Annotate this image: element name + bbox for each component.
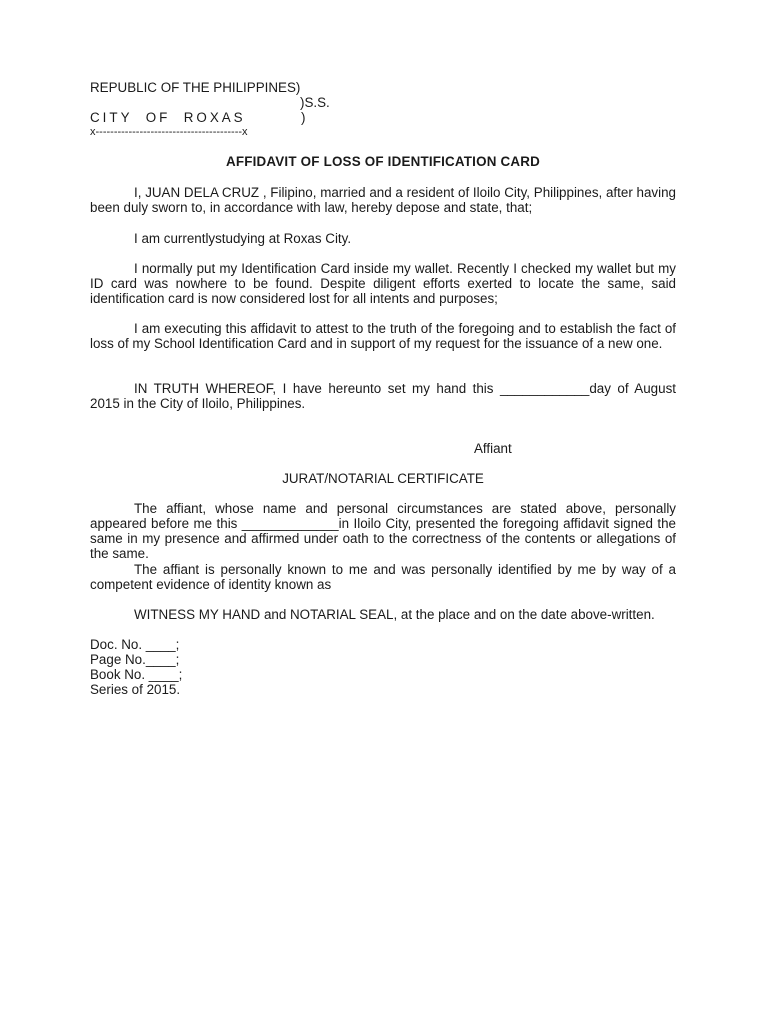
paragraph-purpose: I am executing this affidavit to attest to the truth of the foregoing and to establish the fact of loss of my School Identification Card and in support of my request for the issuance of a new one. xyxy=(90,321,676,351)
paragraph-identity: I, JUAN DELA CRUZ , Filipino, married and a resident of Iloilo City, Philippines, after having been duly sworn to, in accordance with law, hereby depose and state, that; xyxy=(90,185,676,215)
book-number: Book No. ____; xyxy=(90,667,183,682)
jurat-paragraph-identity: The affiant is personally known to me and was personally identified by me by way of a competent evidence of identity known as xyxy=(90,562,676,592)
jurat-paragraph-appearance: The affiant, whose name and personal circumstances are stated above, personally appeared before me this _____________in Iloilo City, presented the foregoing affidavit signed the same in my presence and affirmed under oath to the correctness of the contents or allegations of the same. xyxy=(90,501,676,561)
page-number: Page No.____; xyxy=(90,652,180,667)
series-year: Series of 2015. xyxy=(90,682,181,697)
venue-ss: )S.S. xyxy=(300,95,330,110)
jurat-title: JURAT/NOTARIAL CERTIFICATE xyxy=(282,471,484,486)
paragraph-loss-details: I normally put my Identification Card inside my wallet. Recently I checked my wallet but my ID card was nowhere to be found. Despite diligent efforts exerted to locate the same, said identification card is now considered lost for all intents and purposes; xyxy=(90,261,676,306)
document-title: AFFIDAVIT OF LOSS OF IDENTIFICATION CARD xyxy=(226,154,540,169)
venue-city-paren: ) xyxy=(301,110,306,125)
jurat-paragraph-witness: WITNESS MY HAND and NOTARIAL SEAL, at the place and on the date above-written. xyxy=(134,607,655,622)
venue-city: CITY OF ROXAS xyxy=(90,110,246,125)
venue-divider: x----------------------------------------x xyxy=(90,126,248,138)
paragraph-truth-whereof: IN TRUTH WHEREOF, I have hereunto set my hand this ____________day of August 2015 in the City of Iloilo, Philippines. xyxy=(90,381,676,411)
doc-number: Doc. No. ____; xyxy=(90,637,180,652)
venue-line-republic: REPUBLIC OF THE PHILIPPINES) xyxy=(90,80,301,95)
affiant-label: Affiant xyxy=(474,441,512,456)
paragraph-studying: I am currentlystudying at Roxas City. xyxy=(134,231,352,246)
